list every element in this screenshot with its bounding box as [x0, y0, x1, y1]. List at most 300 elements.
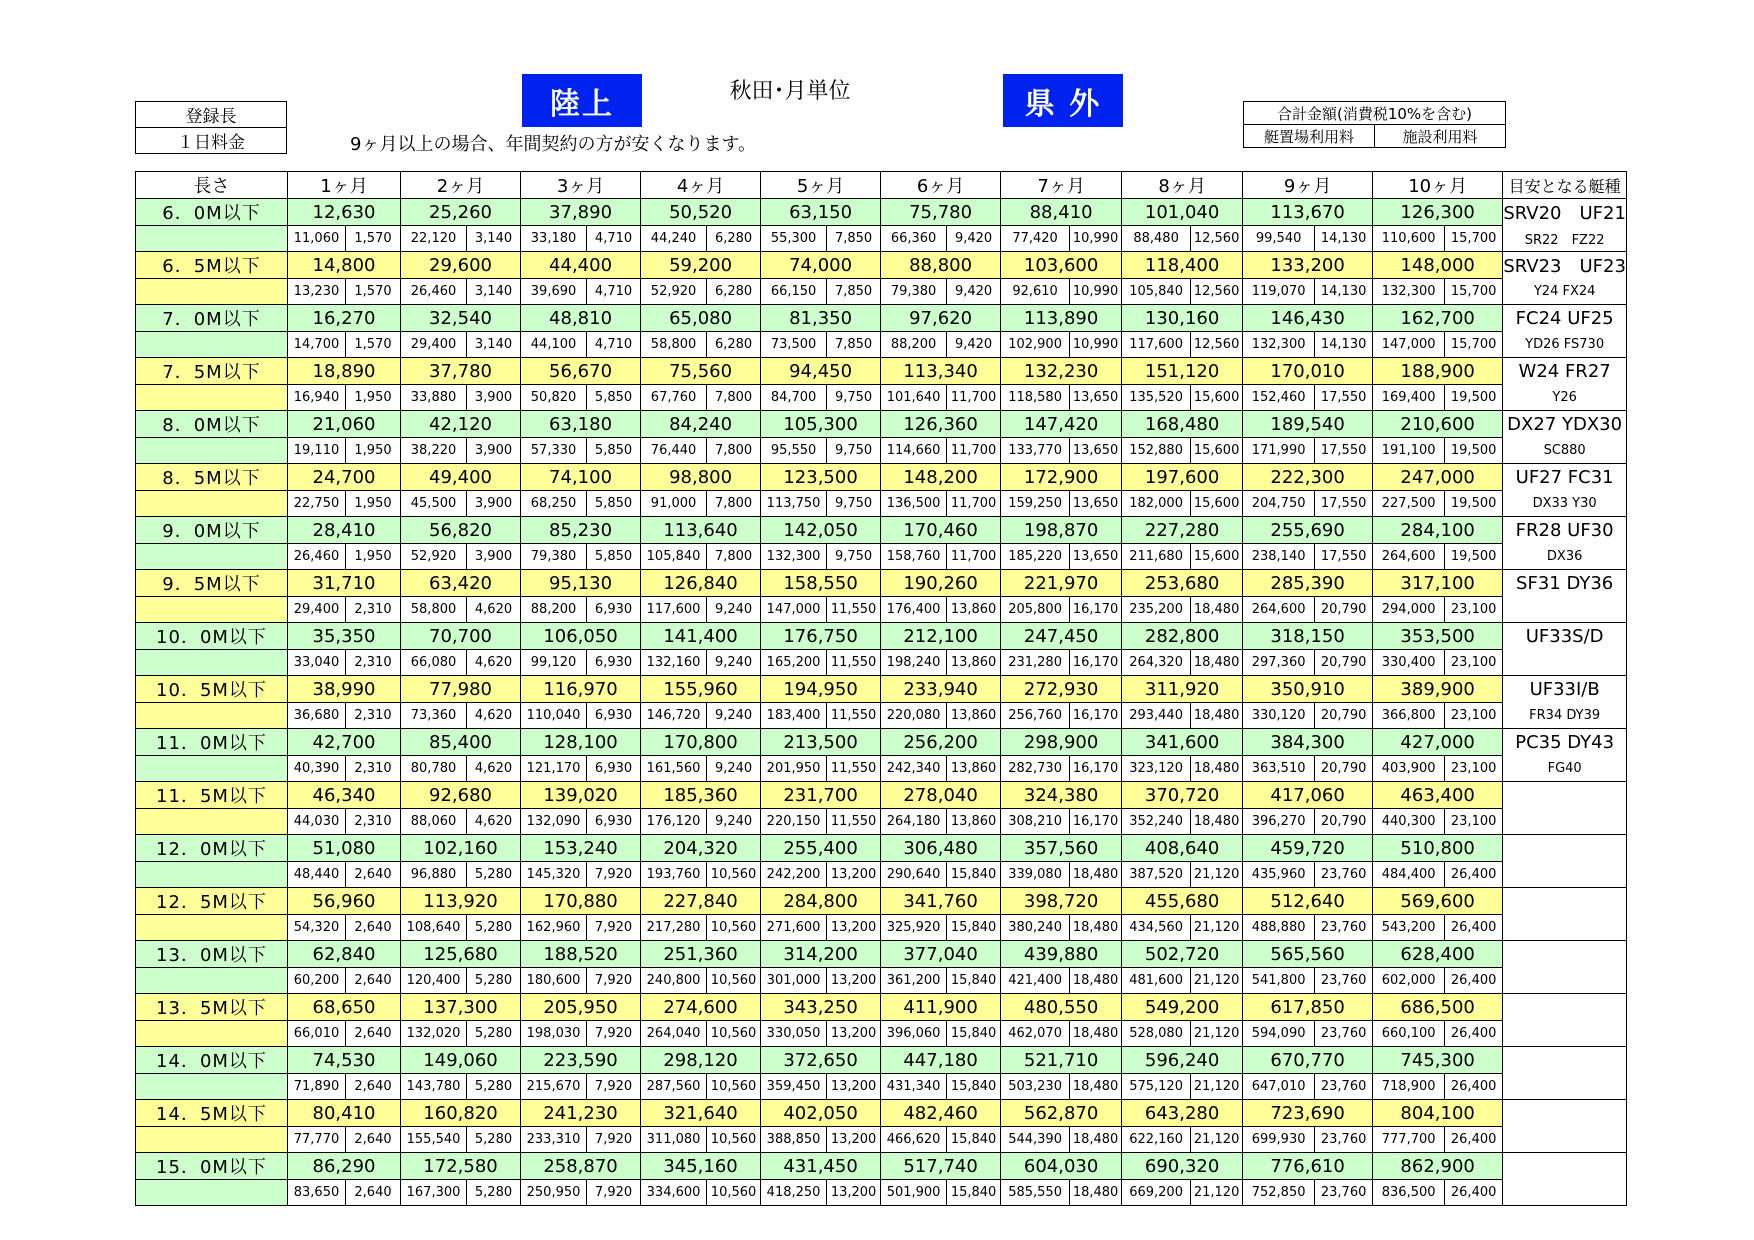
total-cell: 75,780 — [881, 199, 1001, 226]
boat-type-cell — [1503, 862, 1627, 888]
facility-fee-cell: 9,750 — [827, 438, 881, 464]
facility-fee-cell: 5,280 — [467, 968, 521, 994]
total-cell: 38,990 — [288, 676, 401, 703]
mooring-fee-cell: 488,880 — [1243, 915, 1315, 941]
mooring-fee-cell: 361,200 — [881, 968, 947, 994]
mooring-fee-cell: 39,690 — [521, 279, 587, 305]
mooring-fee-cell: 161,560 — [641, 756, 707, 782]
mooring-fee-cell: 294,000 — [1373, 597, 1445, 623]
facility-fee-cell: 18,480 — [1070, 1021, 1122, 1047]
total-cell: 306,480 — [881, 835, 1001, 862]
facility-fee-cell: 4,620 — [467, 703, 521, 729]
facility-fee-label: 施設利用料 — [1375, 125, 1506, 148]
total-cell: 210,600 — [1373, 411, 1503, 438]
mooring-fee-cell: 388,850 — [761, 1127, 827, 1153]
total-cell: 113,890 — [1001, 305, 1122, 332]
facility-fee-cell: 7,920 — [587, 862, 641, 888]
length-cell: 8．0M以下 — [136, 411, 288, 438]
total-cell: 170,880 — [521, 888, 641, 915]
table-row — [136, 782, 1627, 809]
facility-fee-cell: 7,920 — [587, 915, 641, 941]
total-cell: 353,500 — [1373, 623, 1503, 650]
facility-fee-cell: 6,930 — [587, 597, 641, 623]
length-cell-blank — [136, 703, 288, 729]
total-cell: 125,680 — [401, 941, 521, 968]
mooring-fee-cell: 440,300 — [1373, 809, 1445, 835]
length-header: 長さ — [136, 172, 288, 199]
mooring-fee-cell: 16,940 — [288, 385, 346, 411]
facility-fee-cell: 20,790 — [1315, 650, 1373, 676]
facility-fee-cell: 12,560 — [1191, 226, 1243, 252]
facility-fee-cell: 5,850 — [587, 438, 641, 464]
length-cell: 13．5M以下 — [136, 994, 288, 1021]
total-cell: 317,100 — [1373, 570, 1503, 597]
total-cell: 233,940 — [881, 676, 1001, 703]
facility-fee-cell: 18,480 — [1070, 1180, 1122, 1206]
mooring-fee-cell: 48,440 — [288, 862, 346, 888]
mooring-fee-cell: 238,140 — [1243, 544, 1315, 570]
length-cell-blank — [136, 915, 288, 941]
facility-fee-cell: 18,480 — [1191, 703, 1243, 729]
total-cell: 188,520 — [521, 941, 641, 968]
facility-fee-cell: 5,850 — [587, 491, 641, 517]
total-cell: 517,740 — [881, 1153, 1001, 1180]
facility-fee-cell: 9,240 — [707, 809, 761, 835]
facility-fee-cell: 26,400 — [1445, 968, 1503, 994]
month-header: 4ヶ月 — [641, 172, 761, 199]
length-cell: 12．0M以下 — [136, 835, 288, 862]
facility-fee-cell: 23,760 — [1315, 1021, 1373, 1047]
total-cell: 132,230 — [1001, 358, 1122, 385]
facility-fee-cell: 15,600 — [1191, 385, 1243, 411]
length-cell-blank — [136, 226, 288, 252]
boat-type-cell: SRV20 UF21 — [1503, 199, 1627, 226]
boat-type-cell: DX27 YDX30 — [1503, 411, 1627, 438]
mooring-fee-cell: 73,360 — [401, 703, 467, 729]
mooring-fee-cell: 88,200 — [881, 332, 947, 358]
mooring-fee-cell: 119,070 — [1243, 279, 1315, 305]
facility-fee-cell: 5,280 — [467, 1180, 521, 1206]
total-cell: 56,820 — [401, 517, 521, 544]
facility-fee-cell: 7,850 — [827, 279, 881, 305]
mooring-fee-cell: 325,920 — [881, 915, 947, 941]
total-cell: 643,280 — [1122, 1100, 1243, 1127]
mooring-fee-cell: 155,540 — [401, 1127, 467, 1153]
facility-fee-cell: 13,650 — [1070, 491, 1122, 517]
mooring-fee-cell: 167,300 — [401, 1180, 467, 1206]
mooring-fee-cell: 647,010 — [1243, 1074, 1315, 1100]
total-cell: 596,240 — [1122, 1047, 1243, 1074]
facility-fee-cell: 13,860 — [947, 756, 1001, 782]
mooring-fee-cell: 38,220 — [401, 438, 467, 464]
facility-fee-cell: 2,640 — [346, 1127, 401, 1153]
mooring-fee-cell: 88,060 — [401, 809, 467, 835]
total-cell: 63,180 — [521, 411, 641, 438]
facility-fee-cell: 14,130 — [1315, 226, 1373, 252]
facility-fee-cell: 1,570 — [346, 279, 401, 305]
facility-fee-cell: 4,710 — [587, 332, 641, 358]
facility-fee-cell: 15,600 — [1191, 544, 1243, 570]
total-cell: 42,120 — [401, 411, 521, 438]
total-cell: 427,000 — [1373, 729, 1503, 756]
total-cell: 247,450 — [1001, 623, 1122, 650]
mooring-fee-cell: 311,080 — [641, 1127, 707, 1153]
facility-fee-cell: 1,950 — [346, 385, 401, 411]
table-row-breakdown — [136, 756, 1627, 782]
mooring-fee-cell: 231,280 — [1001, 650, 1070, 676]
total-cell: 86,290 — [288, 1153, 401, 1180]
boat-type-cell: YD26 FS730 — [1503, 332, 1627, 358]
total-cell: 569,600 — [1373, 888, 1503, 915]
boat-type-cell: SRV23 UF23 — [1503, 252, 1627, 279]
total-cell: 153,240 — [521, 835, 641, 862]
month-header: 2ヶ月 — [401, 172, 521, 199]
facility-fee-cell: 19,500 — [1445, 385, 1503, 411]
facility-fee-cell: 26,400 — [1445, 862, 1503, 888]
facility-fee-cell: 2,310 — [346, 703, 401, 729]
mooring-fee-cell: 669,200 — [1122, 1180, 1191, 1206]
total-cell: 241,230 — [521, 1100, 641, 1127]
total-cell: 357,560 — [1001, 835, 1122, 862]
table-row — [136, 517, 1627, 544]
facility-fee-cell: 11,700 — [947, 544, 1001, 570]
mooring-fee-cell: 308,210 — [1001, 809, 1070, 835]
mooring-fee-cell: 84,700 — [761, 385, 827, 411]
facility-fee-cell: 16,170 — [1070, 809, 1122, 835]
total-cell: 284,800 — [761, 888, 881, 915]
total-cell: 37,890 — [521, 199, 641, 226]
table-row-breakdown — [136, 226, 1627, 252]
facility-fee-cell: 11,700 — [947, 491, 1001, 517]
mooring-fee-cell: 176,400 — [881, 597, 947, 623]
facility-fee-cell: 17,550 — [1315, 491, 1373, 517]
mooring-fee-cell: 264,600 — [1373, 544, 1445, 570]
total-cell: 98,800 — [641, 464, 761, 491]
length-cell: 6．0M以下 — [136, 199, 288, 226]
facility-fee-cell: 23,760 — [1315, 915, 1373, 941]
facility-fee-cell: 17,550 — [1315, 544, 1373, 570]
boat-type-cell — [1503, 1021, 1627, 1047]
facility-fee-cell: 3,140 — [467, 226, 521, 252]
facility-fee-cell: 17,550 — [1315, 438, 1373, 464]
facility-fee-cell: 3,140 — [467, 279, 521, 305]
mooring-fee-cell: 88,480 — [1122, 226, 1191, 252]
table-row — [136, 994, 1627, 1021]
mooring-fee-cell: 334,600 — [641, 1180, 707, 1206]
table-header-row — [136, 172, 1627, 199]
boat-type-cell: UF33I/B — [1503, 676, 1627, 703]
total-cell: 126,300 — [1373, 199, 1503, 226]
facility-fee-cell: 12,560 — [1191, 279, 1243, 305]
facility-fee-cell: 10,560 — [707, 1074, 761, 1100]
facility-fee-cell: 21,120 — [1191, 862, 1243, 888]
mooring-fee-cell: 165,200 — [761, 650, 827, 676]
mooring-fee-cell: 201,950 — [761, 756, 827, 782]
total-cell: 158,550 — [761, 570, 881, 597]
length-cell-blank — [136, 279, 288, 305]
table-row-breakdown — [136, 1021, 1627, 1047]
facility-fee-cell: 26,400 — [1445, 915, 1503, 941]
total-cell: 198,870 — [1001, 517, 1122, 544]
mooring-fee-cell: 29,400 — [401, 332, 467, 358]
mooring-fee-cell: 121,170 — [521, 756, 587, 782]
facility-fee-cell: 19,500 — [1445, 438, 1503, 464]
facility-fee-cell: 11,700 — [947, 438, 1001, 464]
total-cell: 130,160 — [1122, 305, 1243, 332]
total-cell: 690,320 — [1122, 1153, 1243, 1180]
mooring-fee-cell: 481,600 — [1122, 968, 1191, 994]
mooring-fee-cell: 290,640 — [881, 862, 947, 888]
facility-fee-cell: 15,700 — [1445, 332, 1503, 358]
total-cell: 105,300 — [761, 411, 881, 438]
mooring-fee-cell: 240,800 — [641, 968, 707, 994]
total-cell: 74,000 — [761, 252, 881, 279]
facility-fee-cell: 20,790 — [1315, 756, 1373, 782]
facility-fee-cell: 21,120 — [1191, 1074, 1243, 1100]
facility-fee-cell: 7,800 — [707, 544, 761, 570]
facility-fee-cell: 15,840 — [947, 1074, 1001, 1100]
mooring-fee-cell: 88,200 — [521, 597, 587, 623]
mooring-fee-cell: 66,360 — [881, 226, 947, 252]
total-cell: 12,630 — [288, 199, 401, 226]
boat-type-cell: SR22 FZ22 — [1503, 226, 1627, 252]
total-cell: 80,410 — [288, 1100, 401, 1127]
mooring-fee-cell: 198,240 — [881, 650, 947, 676]
mooring-fee-cell: 133,770 — [1001, 438, 1070, 464]
facility-fee-cell: 26,400 — [1445, 1180, 1503, 1206]
facility-fee-cell: 16,170 — [1070, 703, 1122, 729]
facility-fee-cell: 23,100 — [1445, 703, 1503, 729]
daily-fee-label: １日料金 — [136, 128, 287, 154]
mooring-fee-cell: 191,100 — [1373, 438, 1445, 464]
total-cell: 50,520 — [641, 199, 761, 226]
facility-fee-cell: 13,650 — [1070, 385, 1122, 411]
total-cell: 63,150 — [761, 199, 881, 226]
length-cell: 7．5M以下 — [136, 358, 288, 385]
mooring-fee-cell: 26,460 — [401, 279, 467, 305]
boat-type-cell: SC880 — [1503, 438, 1627, 464]
mooring-fee-cell: 301,000 — [761, 968, 827, 994]
boat-type-header: 目安となる艇種 — [1503, 172, 1627, 199]
total-cell: 862,900 — [1373, 1153, 1503, 1180]
mooring-fee-cell: 117,600 — [641, 597, 707, 623]
total-cell: 398,720 — [1001, 888, 1122, 915]
total-cell: 480,550 — [1001, 994, 1122, 1021]
table-row-breakdown — [136, 968, 1627, 994]
facility-fee-cell: 7,920 — [587, 1074, 641, 1100]
mooring-fee-cell: 44,100 — [521, 332, 587, 358]
length-cell: 10．0M以下 — [136, 623, 288, 650]
total-cell: 56,960 — [288, 888, 401, 915]
mooring-fee-cell: 102,900 — [1001, 332, 1070, 358]
mooring-fee-cell: 108,640 — [401, 915, 467, 941]
length-cell-blank — [136, 332, 288, 358]
mooring-fee-cell: 73,500 — [761, 332, 827, 358]
total-cell: 141,400 — [641, 623, 761, 650]
mooring-fee-cell: 13,230 — [288, 279, 346, 305]
facility-fee-cell: 18,480 — [1070, 862, 1122, 888]
mooring-fee-cell: 528,080 — [1122, 1021, 1191, 1047]
table-row — [136, 358, 1627, 385]
land-badge: 陸上 — [522, 74, 642, 127]
total-cell: 31,710 — [288, 570, 401, 597]
mooring-fee-cell: 79,380 — [881, 279, 947, 305]
facility-fee-cell: 26,400 — [1445, 1127, 1503, 1153]
mooring-fee-cell: 132,160 — [641, 650, 707, 676]
boat-type-cell — [1503, 597, 1627, 623]
mooring-fee-cell: 14,700 — [288, 332, 346, 358]
total-cell: 221,970 — [1001, 570, 1122, 597]
facility-fee-cell: 16,170 — [1070, 650, 1122, 676]
total-cell: 51,080 — [288, 835, 401, 862]
length-cell: 11．0M以下 — [136, 729, 288, 756]
facility-fee-cell: 2,640 — [346, 862, 401, 888]
facility-fee-cell: 11,550 — [827, 597, 881, 623]
total-cell: 113,670 — [1243, 199, 1373, 226]
facility-fee-cell: 15,840 — [947, 1180, 1001, 1206]
total-cell: 341,600 — [1122, 729, 1243, 756]
length-cell-blank — [136, 862, 288, 888]
total-cell: 176,750 — [761, 623, 881, 650]
mooring-fee-cell: 33,180 — [521, 226, 587, 252]
total-cell: 408,640 — [1122, 835, 1243, 862]
total-cell: 188,900 — [1373, 358, 1503, 385]
mooring-fee-cell: 193,760 — [641, 862, 707, 888]
length-cell-blank — [136, 809, 288, 835]
total-cell: 62,840 — [288, 941, 401, 968]
facility-fee-cell: 9,240 — [707, 597, 761, 623]
length-cell: 11．5M以下 — [136, 782, 288, 809]
boat-type-cell: FR28 UF30 — [1503, 517, 1627, 544]
total-cell: 776,610 — [1243, 1153, 1373, 1180]
total-cell: 101,040 — [1122, 199, 1243, 226]
mooring-fee-cell: 387,520 — [1122, 862, 1191, 888]
total-cell: 85,400 — [401, 729, 521, 756]
facility-fee-cell: 2,310 — [346, 809, 401, 835]
mooring-fee-cell: 101,640 — [881, 385, 947, 411]
total-cell: 298,120 — [641, 1047, 761, 1074]
registration-legend — [135, 101, 287, 154]
total-cell: 272,930 — [1001, 676, 1122, 703]
total-cell: 97,620 — [881, 305, 1001, 332]
mooring-fee-cell: 132,300 — [1243, 332, 1315, 358]
table-row — [136, 570, 1627, 597]
boat-type-cell — [1503, 1074, 1627, 1100]
facility-fee-cell: 5,850 — [587, 544, 641, 570]
boat-type-cell: DX33 Y30 — [1503, 491, 1627, 517]
facility-fee-cell: 9,240 — [707, 756, 761, 782]
mooring-fee-cell: 182,000 — [1122, 491, 1191, 517]
mooring-fee-cell: 66,010 — [288, 1021, 346, 1047]
mooring-fee-cell: 95,550 — [761, 438, 827, 464]
facility-fee-cell: 9,420 — [947, 332, 1001, 358]
mooring-fee-cell: 67,760 — [641, 385, 707, 411]
mooring-fee-cell: 233,310 — [521, 1127, 587, 1153]
facility-fee-cell: 9,240 — [707, 650, 761, 676]
mooring-fee-cell: 366,800 — [1373, 703, 1445, 729]
total-cell: 70,700 — [401, 623, 521, 650]
facility-fee-cell: 5,850 — [587, 385, 641, 411]
facility-fee-cell: 11,550 — [827, 650, 881, 676]
length-cell-blank — [136, 491, 288, 517]
boat-type-cell — [1503, 1180, 1627, 1206]
month-header: 7ヶ月 — [1001, 172, 1122, 199]
total-cell: 118,400 — [1122, 252, 1243, 279]
mooring-fee-cell: 431,340 — [881, 1074, 947, 1100]
total-cell: 411,900 — [881, 994, 1001, 1021]
mooring-fee-cell: 45,500 — [401, 491, 467, 517]
mooring-fee-cell: 585,550 — [1001, 1180, 1070, 1206]
mooring-fee-cell: 29,400 — [288, 597, 346, 623]
total-cell: 29,600 — [401, 252, 521, 279]
facility-fee-cell: 18,480 — [1070, 915, 1122, 941]
table-row-breakdown — [136, 544, 1627, 570]
mooring-fee-cell: 264,600 — [1243, 597, 1315, 623]
total-cell: 65,080 — [641, 305, 761, 332]
total-cell: 284,100 — [1373, 517, 1503, 544]
mooring-fee-cell: 176,120 — [641, 809, 707, 835]
facility-fee-cell: 13,200 — [827, 915, 881, 941]
length-cell-blank — [136, 1074, 288, 1100]
total-cell: 285,390 — [1243, 570, 1373, 597]
table-row — [136, 464, 1627, 491]
length-cell-blank — [136, 756, 288, 782]
facility-fee-cell: 15,840 — [947, 1127, 1001, 1153]
total-cell: 402,050 — [761, 1100, 881, 1127]
mooring-fee-cell: 204,750 — [1243, 491, 1315, 517]
length-cell-blank — [136, 1021, 288, 1047]
facility-fee-cell: 12,560 — [1191, 332, 1243, 358]
total-cell: 459,720 — [1243, 835, 1373, 862]
mooring-fee-cell: 171,990 — [1243, 438, 1315, 464]
total-cell: 194,950 — [761, 676, 881, 703]
facility-fee-cell: 3,900 — [467, 491, 521, 517]
facility-fee-cell: 7,800 — [707, 385, 761, 411]
facility-fee-cell: 7,850 — [827, 226, 881, 252]
table-row — [136, 252, 1627, 279]
registration-length-label: 登録長 — [136, 102, 287, 128]
total-cell: 804,100 — [1373, 1100, 1503, 1127]
mooring-fee-cell: 57,330 — [521, 438, 587, 464]
mooring-fee-cell: 118,580 — [1001, 385, 1070, 411]
facility-fee-cell: 11,550 — [827, 809, 881, 835]
facility-fee-cell: 4,620 — [467, 756, 521, 782]
mooring-fee-cell: 287,560 — [641, 1074, 707, 1100]
total-cell: 251,360 — [641, 941, 761, 968]
facility-fee-cell: 6,930 — [587, 703, 641, 729]
total-cell: 431,450 — [761, 1153, 881, 1180]
total-cell: 341,760 — [881, 888, 1001, 915]
facility-fee-cell: 6,280 — [707, 279, 761, 305]
mooring-fee-cell: 158,760 — [881, 544, 947, 570]
total-cell: 128,100 — [521, 729, 641, 756]
total-cell: 510,800 — [1373, 835, 1503, 862]
mooring-fee-cell: 180,600 — [521, 968, 587, 994]
boat-type-cell: FG40 — [1503, 756, 1627, 782]
total-cell: 190,260 — [881, 570, 1001, 597]
facility-fee-cell: 23,760 — [1315, 1074, 1373, 1100]
length-cell-blank — [136, 1127, 288, 1153]
mooring-fee-cell: 220,150 — [761, 809, 827, 835]
facility-fee-cell: 2,310 — [346, 597, 401, 623]
table-row — [136, 941, 1627, 968]
total-cell: 116,970 — [521, 676, 641, 703]
mooring-fee-cell: 132,300 — [761, 544, 827, 570]
total-cell: 133,200 — [1243, 252, 1373, 279]
mooring-fee-cell: 99,120 — [521, 650, 587, 676]
total-cell: 155,960 — [641, 676, 761, 703]
total-cell: 126,360 — [881, 411, 1001, 438]
